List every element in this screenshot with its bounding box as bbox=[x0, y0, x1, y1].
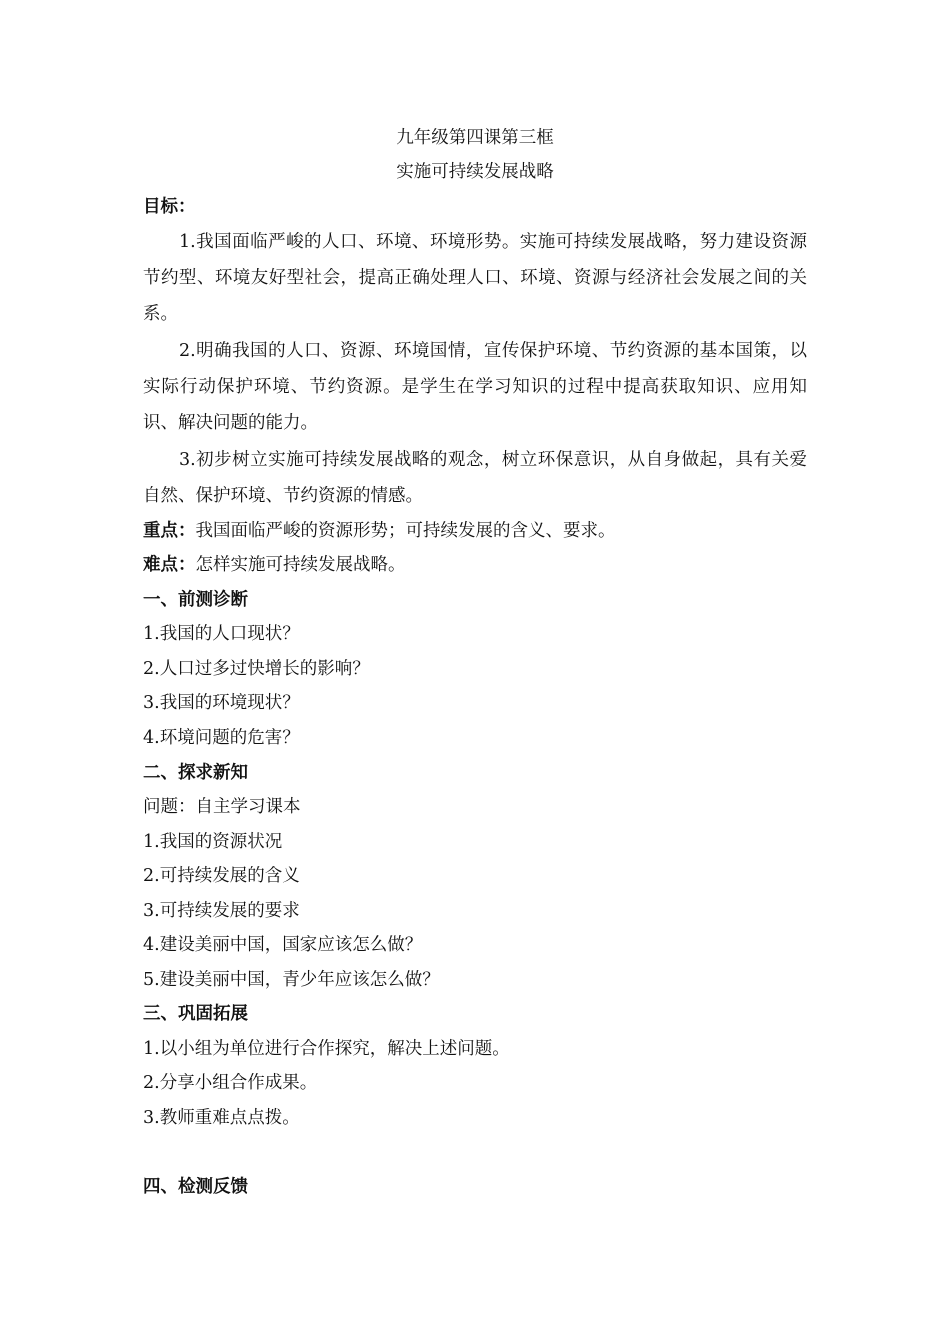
goal-paragraph-2: 2.明确我国的人口、资源、环境国情，宣传保护环境、节约资源的基本国策，以实际行动保护环境、节约资源。是学生在学习知识的过程中提高获取知识、应用知识、解决问题的能力。 bbox=[143, 341, 807, 433]
key-point-text: 我国面临严峻的资源形势；可持续发展的含义、要求。 bbox=[195, 521, 616, 541]
goals-heading: 目标： bbox=[143, 197, 196, 217]
list-item: 1.以小组为单位进行合作探究，解决上述问题。 bbox=[143, 1039, 510, 1059]
key-point-line bbox=[143, 520, 616, 542]
list-item: 1.我国的资源状况 bbox=[143, 832, 283, 852]
list-item: 4.环境问题的危害？ bbox=[143, 728, 300, 748]
section-heading-pretest: 一、前测诊断 bbox=[143, 590, 248, 610]
list-item: 2.可持续发展的含义 bbox=[143, 866, 300, 886]
list-item: 1.我国的人口现状？ bbox=[143, 624, 300, 644]
list-item: 5.建设美丽中国，青少年应该怎么做？ bbox=[143, 970, 440, 990]
list-item: 3.可持续发展的要求 bbox=[143, 901, 300, 921]
list-item: 3.我国的环境现状？ bbox=[143, 693, 300, 713]
difficulty-text: 怎样实施可持续发展战略。 bbox=[195, 555, 406, 575]
document-title-line1: 九年级第四课第三框 bbox=[396, 128, 554, 148]
list-item: 2.分享小组合作成果。 bbox=[143, 1073, 318, 1093]
section-heading-consolidate: 三、巩固拓展 bbox=[143, 1004, 248, 1024]
goal-paragraph-1: 1.我国面临严峻的人口、环境、环境形势。实施可持续发展战略，努力建设资源节约型、环境友好型社会，提高正确处理人口、环境、资源与经济社会发展之间的关系。 bbox=[143, 232, 807, 324]
document-title-line2: 实施可持续发展战略 bbox=[396, 162, 554, 182]
key-point-label: 重点： bbox=[143, 521, 196, 541]
list-item: 4.建设美丽中国，国家应该怎么做？ bbox=[143, 935, 423, 955]
section-heading-explore: 二、探求新知 bbox=[143, 763, 248, 783]
difficulty-line bbox=[143, 554, 406, 576]
section-heading-feedback: 四、检测反馈 bbox=[143, 1177, 248, 1197]
difficulty-label: 难点： bbox=[143, 555, 196, 575]
explore-intro: 问题：自主学习课本 bbox=[143, 797, 301, 817]
list-item: 3.教师重难点点拨。 bbox=[143, 1108, 300, 1128]
list-item: 2.人口过多过快增长的影响？ bbox=[143, 659, 370, 679]
goal-paragraph-3: 3.初步树立实施可持续发展战略的观念，树立环保意识，从自身做起，具有关爱自然、保护环境、节约资源的情感。 bbox=[143, 450, 807, 506]
